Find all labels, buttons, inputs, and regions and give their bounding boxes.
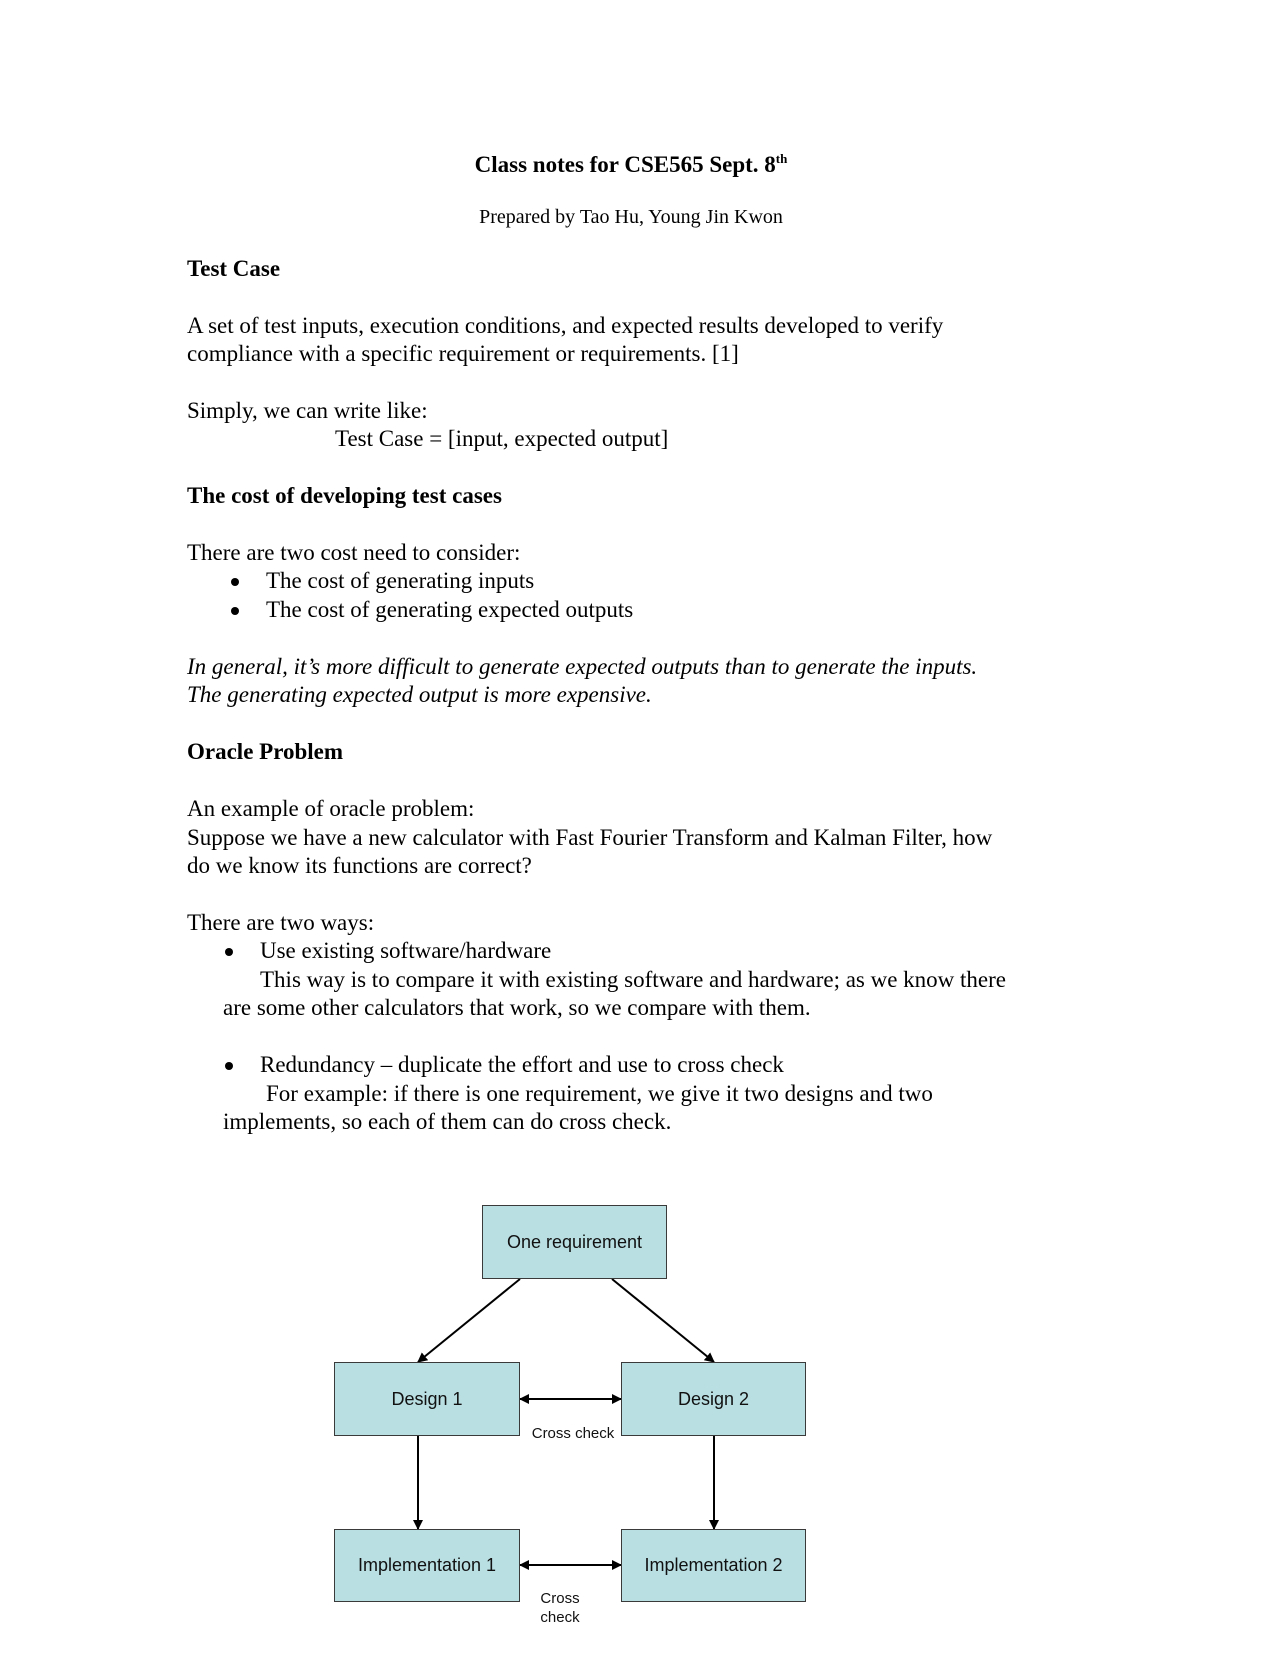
authors-line: Prepared by Tao Hu, Young Jin Kwon [479, 206, 783, 228]
cross-check-label-line: Cross [540, 1590, 580, 1607]
heading-cost: The cost of developing test cases [187, 483, 502, 508]
list-item-title: Redundancy – duplicate the effort and use to cross check [260, 1052, 784, 1077]
paragraph-line: Simply, we can write like: [187, 398, 428, 423]
heading-oracle-problem: Oracle Problem [187, 739, 344, 764]
node-implementation-1: Implementation 1 [334, 1529, 520, 1602]
cross-check-label-design: Cross check [531, 1425, 615, 1442]
node-design-1: Design 1 [334, 1362, 520, 1436]
heading-test-case: Test Case [187, 256, 281, 281]
paragraph-line: Suppose we have a new calculator with Fast Fourier Transform and Kalman Filter, how [187, 825, 993, 850]
paragraph-line: do we know its functions are correct? [187, 853, 532, 878]
list-item-desc: This way is to compare it with existing software and hardware; as we know there [260, 967, 1007, 992]
list-item-desc: implements, so each of them can do cross check. [223, 1109, 672, 1134]
paragraph-line: There are two ways: [187, 910, 375, 935]
list-item: The cost of generating expected outputs [266, 597, 634, 622]
formula-line: Test Case = [input, expected output] [335, 426, 669, 451]
paragraph-line: compliance with a specific requirement or requirements. [1] [187, 341, 739, 366]
node-implementation-2: Implementation 2 [621, 1529, 806, 1602]
node-one-requirement: One requirement [482, 1205, 667, 1279]
node-design-2: Design 2 [621, 1362, 806, 1436]
list-item-title: Use existing software/hardware [260, 938, 552, 963]
paragraph-line: An example of oracle problem: [187, 796, 475, 821]
list-item-desc: For example: if there is one requirement, we give it two designs and two [266, 1081, 933, 1106]
list-item-desc: are some other calculators that work, so we compare with them. [223, 995, 811, 1020]
title-text: Class notes for CSE565 Sept. 8 [474, 152, 776, 177]
paragraph-line: There are two cost need to consider: [187, 540, 521, 565]
italic-note-line: In general, it’s more difficult to generate expected outputs than to generate the inputs. [187, 654, 978, 679]
title-superscript: th [775, 151, 788, 166]
cross-check-label-impl [530, 1589, 590, 1627]
cross-check-label-line: check [540, 1609, 580, 1626]
italic-note-line: The generating expected output is more expensive. [187, 682, 652, 707]
paragraph-line: A set of test inputs, execution conditions, and expected results developed to verify [187, 313, 944, 338]
list-item: The cost of generating inputs [266, 568, 535, 593]
